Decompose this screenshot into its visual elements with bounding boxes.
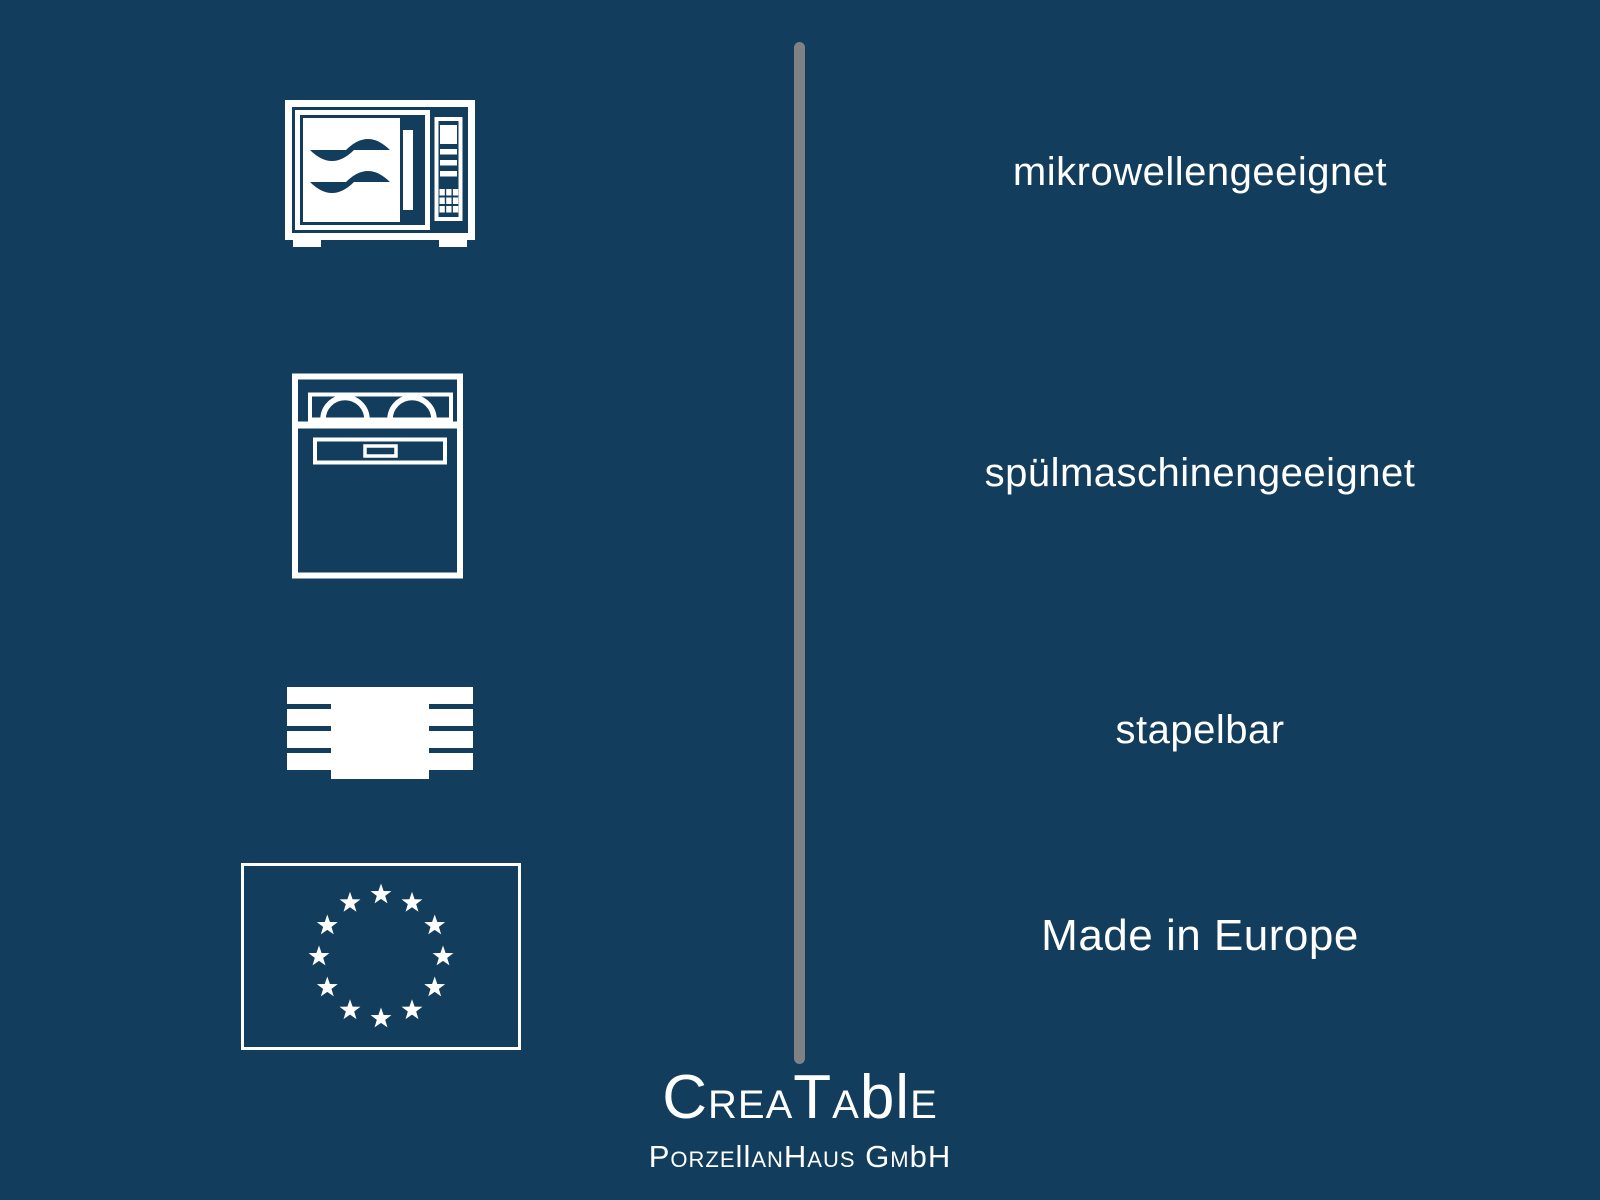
- brand-logo: [648, 1063, 952, 1178]
- dishwasher-icon: [292, 373, 463, 579]
- eu-flag-icon: [240, 862, 522, 1051]
- stacked-plates-icon: [287, 686, 473, 782]
- brand-wordmark: CREATAblE: [662, 1063, 938, 1132]
- microwave-icon: [285, 100, 475, 250]
- feature-label-microwave-safe: mikrowellengeeignet: [1012, 150, 1388, 194]
- feature-label-dishwasher-safe: spülmaschinengeeignet: [984, 451, 1416, 495]
- divider-line: [794, 42, 805, 1064]
- feature-label-stackable: stapelbar: [1115, 708, 1285, 752]
- brand-subtitle: PORZEllANHAUS GMbH: [648, 1139, 952, 1174]
- feature-label-made-in-europe: Made in Europe: [1041, 911, 1359, 960]
